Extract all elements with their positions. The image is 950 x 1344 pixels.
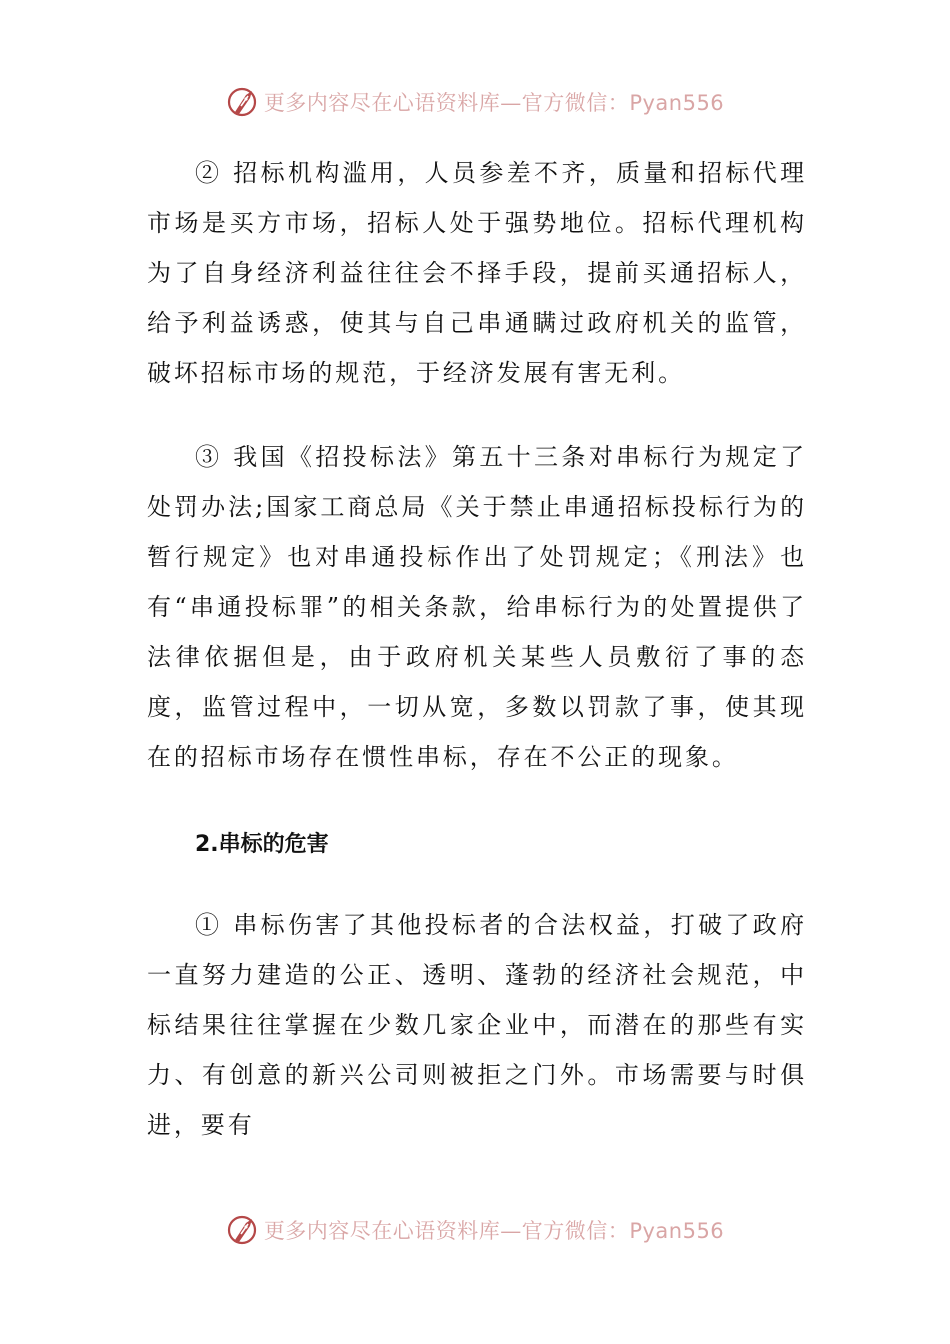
paragraph-1: ② 招标机构滥用，人员参差不齐，质量和招标代理市场是买方市场，招标人处于强势地位。招标代理机构为了自身经济利益往往会不择手段，提前买通招标人，给予利益诱惑，使其与自己串通瞒过政府机关的监管，破坏招标市场的规范，于经济发展有害无利。: [147, 159, 807, 387]
section-heading: 2.串标的危害: [195, 832, 329, 857]
header-banner: [0, 84, 950, 120]
wechat-id: Pyan556: [629, 91, 725, 115]
document-body: [147, 148, 807, 1150]
paragraph-2: ③ 我国《招投标法》第五十三条对串标行为规定了处罚办法;国家工商总局《关于禁止串通招标投标行为的暂行规定》也对串通投标作出了处罚规定；《刑法》也有“串通投标罪”的相关条款，给串标行为的处置提供了法律依据但是，由于政府机关某些人员敷衍了事的态度，监管过程中，一切从宽，多数以罚款了事，使其现在的招标市场存在惯性串标，存在不公正的现象。: [147, 443, 807, 771]
banner-text: 更多内容尽在心语资料库—官方微信：Pyan556: [263, 91, 725, 115]
footer-banner: [0, 1212, 950, 1248]
paragraph-3: ① 串标伤害了其他投标者的合法权益，打破了政府一直努力建造的公正、透明、蓬勃的经济社会规范，中标结果往往掌握在少数几家企业中，而潜在的那些有实力、有创意的新兴公司则被拒之门外。市场需要与时俱进，要有: [147, 911, 807, 1139]
banner-text: 更多内容尽在心语资料库—官方微信：Pyan556: [263, 1219, 725, 1243]
pen-nib-logo-icon: [226, 1213, 260, 1247]
pen-nib-logo-icon: [226, 85, 260, 119]
wechat-id: Pyan556: [629, 1219, 725, 1243]
